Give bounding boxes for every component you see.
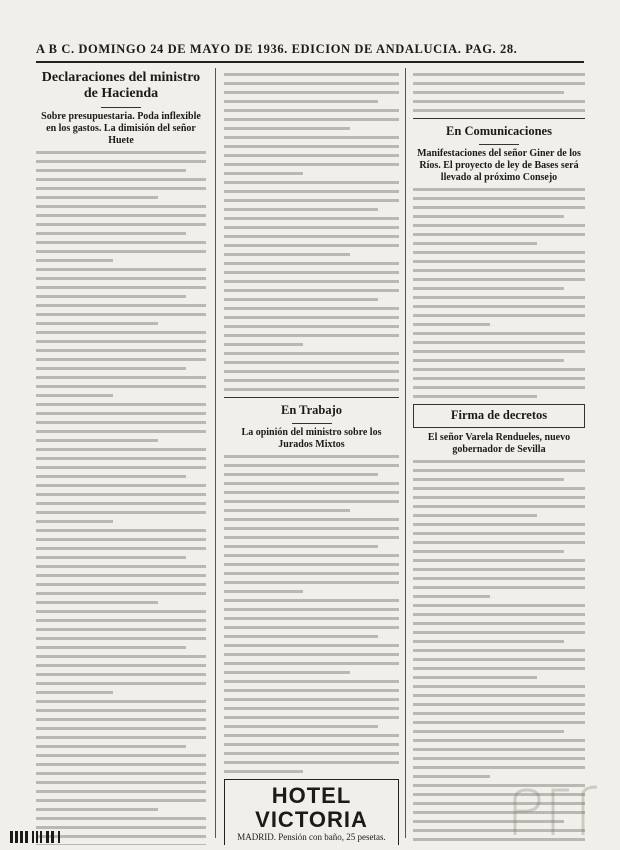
running-head: A B C. DOMINGO 24 DE MAYO DE 1936. EDICION DE ANDALUCIA. PAG. 28. xyxy=(36,42,518,56)
section-rule xyxy=(413,118,585,119)
title-rule xyxy=(101,107,141,108)
section-box-decretos xyxy=(413,404,585,428)
article-subtitle: Sobre presupuestaria. Poda inflexible en los gastos. La dimisión del señor Huete xyxy=(41,111,201,146)
illegible-body-text xyxy=(36,151,206,845)
section-rule xyxy=(224,397,399,398)
article-title: Declaraciones del ministro de Hacienda xyxy=(41,70,201,101)
illegible-body-text xyxy=(224,455,399,773)
section-subtitle: El señor Varela Rendueles, nuevo gobernador de Sevilla xyxy=(427,432,571,455)
illegible-body-text xyxy=(413,73,585,112)
column-3 xyxy=(413,70,585,845)
column-divider xyxy=(215,68,216,838)
section-subtitle: La opinión del ministro sobre los Jurados Mixtos xyxy=(241,427,382,450)
hotel-advertisement xyxy=(224,779,399,845)
header-rule xyxy=(36,61,584,63)
print-registration-marks xyxy=(10,830,80,844)
column-divider xyxy=(405,68,406,838)
section-heading-comunicaciones: En Comunicaciones xyxy=(446,124,552,138)
ad-line: MADRID. Pensión con baño, 25 pesetas. xyxy=(237,832,386,842)
illegible-body-text xyxy=(224,73,399,391)
section-heading-trabajo: En Trabajo xyxy=(280,403,342,417)
watermark-stamp xyxy=(505,745,615,845)
ad-title: HOTEL VICTORIA xyxy=(255,783,368,832)
section-rule xyxy=(292,423,332,424)
column-2 xyxy=(224,70,399,845)
illegible-body-text xyxy=(413,188,585,398)
section-rule xyxy=(479,144,519,145)
column-1 xyxy=(36,70,206,845)
section-heading-decretos: Firma de decretos xyxy=(450,408,548,422)
section-subtitle: Manifestaciones del señor Giner de los Ríos. El proyecto de ley de Bases será llevado al próximo Consejo xyxy=(417,148,581,183)
